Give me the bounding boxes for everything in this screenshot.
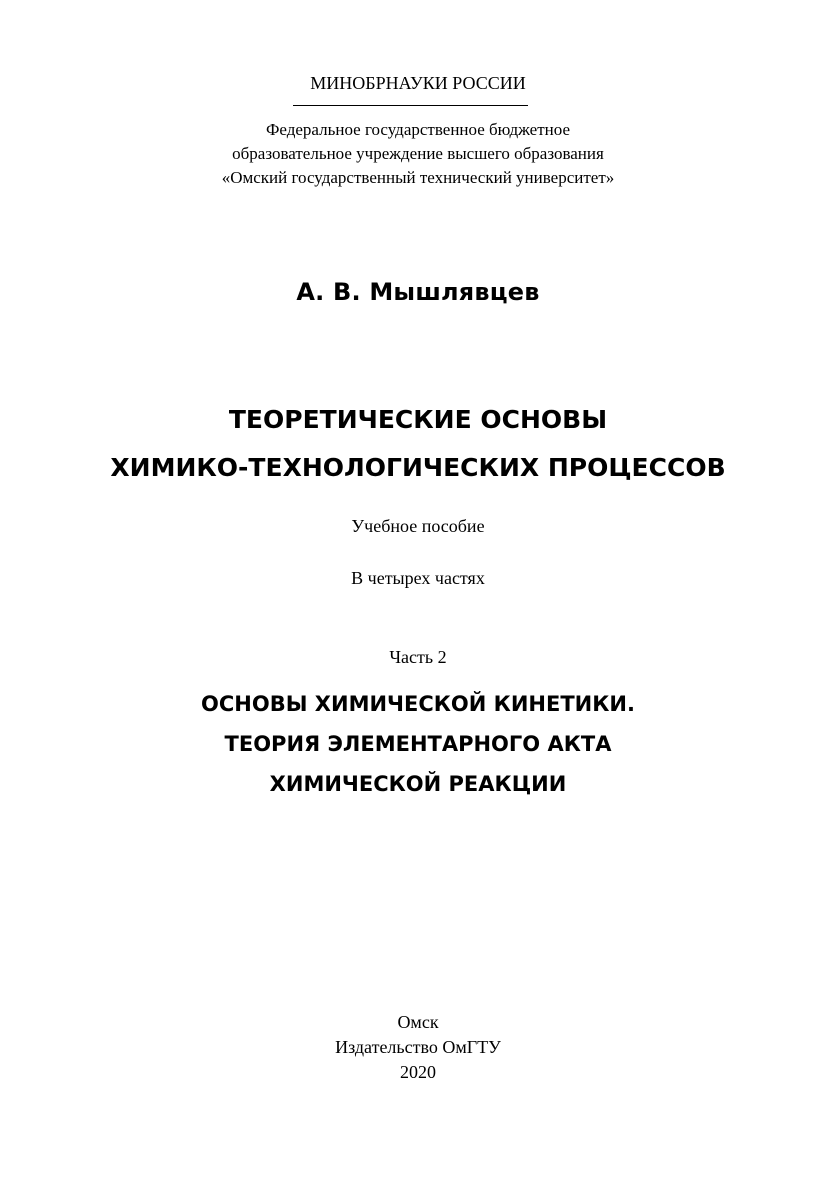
institution-line: «Омский государственный технический университет» [221, 168, 615, 187]
imprint [0, 1010, 836, 1085]
part-title-line: ТЕОРИЯ ЭЛЕМЕНТАРНОГО АКТА [224, 732, 612, 756]
part-title-line: ОСНОВЫ ХИМИЧЕСКОЙ КИНЕТИКИ. [201, 692, 635, 716]
author-name: А. В. Мышлявцев [296, 278, 540, 306]
header-divider [293, 105, 528, 106]
institution-block [0, 118, 836, 190]
part-title [0, 684, 836, 804]
book-subtitle: Учебное пособие [351, 516, 485, 536]
ministry-name: МИНОБРНАУКИ РОССИИ [310, 73, 526, 93]
imprint-publisher: Издательство ОмГТУ [335, 1037, 501, 1057]
part-title-line: ХИМИЧЕСКОЙ РЕАКЦИИ [269, 772, 567, 796]
imprint-year: 2020 [400, 1062, 436, 1082]
parts-note: В четырех частях [351, 568, 485, 588]
imprint-city: Омск [397, 1012, 439, 1032]
title-line: ХИМИКО-ТЕХНОЛОГИЧЕСКИХ ПРОЦЕССОВ [110, 453, 726, 482]
title-line: ТЕОРЕТИЧЕСКИЕ ОСНОВЫ [228, 405, 608, 434]
institution-line: образовательное учреждение высшего образования [232, 144, 604, 163]
book-title [0, 396, 836, 492]
institution-line: Федеральное государственное бюджетное [265, 120, 571, 139]
part-number: Часть 2 [389, 647, 447, 667]
